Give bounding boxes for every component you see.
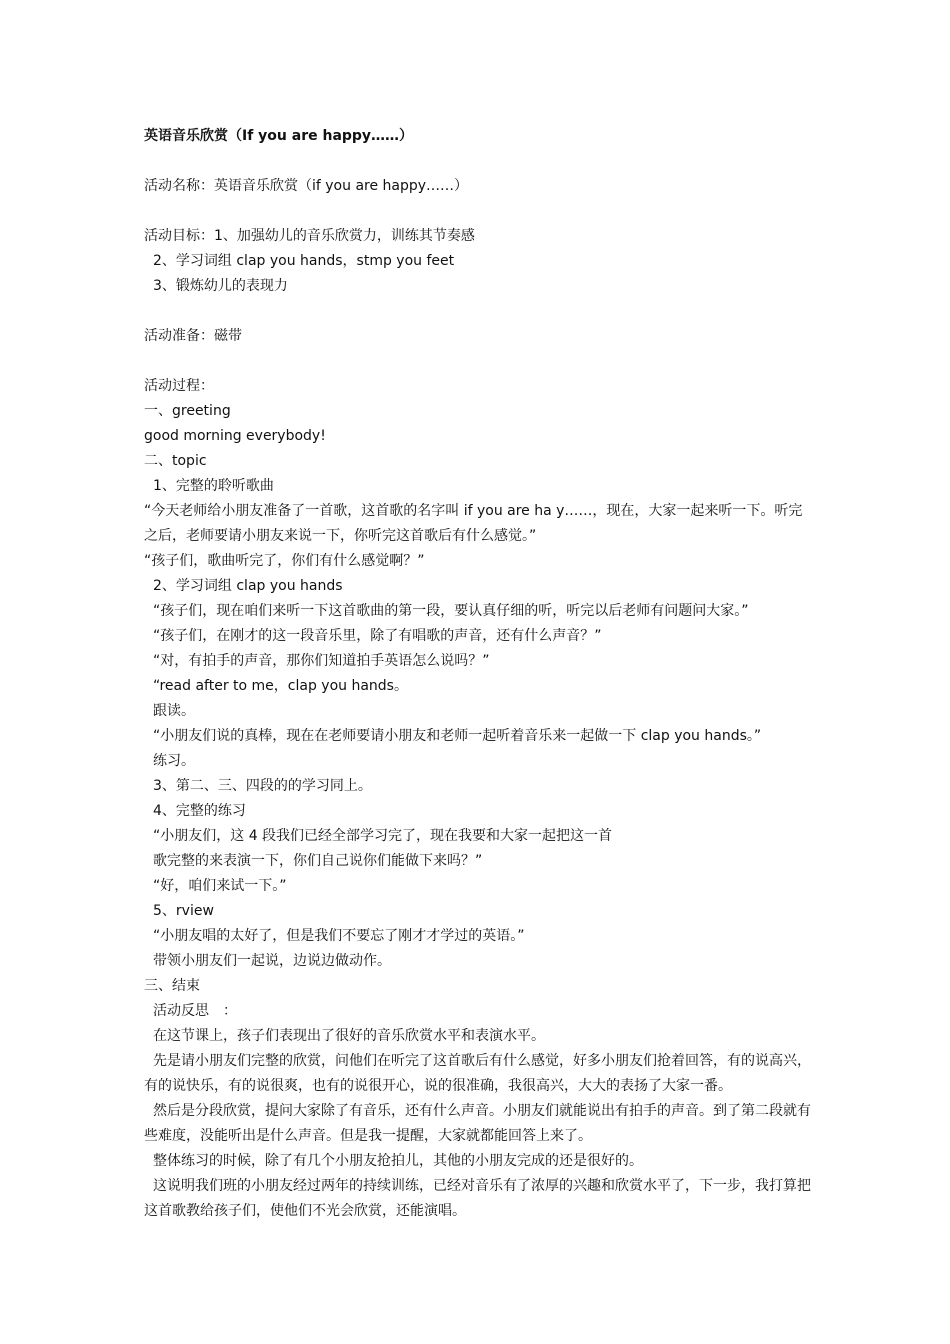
step-1: 1、完整的聆听歌曲 bbox=[153, 478, 274, 494]
teacher-quote: “好，咱们来试一下。” bbox=[153, 878, 287, 894]
spacer bbox=[144, 299, 812, 324]
section-3-heading: 三、结束 bbox=[144, 978, 200, 994]
reflection-paragraph: 在这节课上，孩子们表现出了很好的音乐欣赏水平和表演水平。 bbox=[153, 1028, 545, 1044]
teacher-quote: “孩子们，现在咱们来听一下这首歌曲的第一段，要认真仔细的听，听完以后老师有问题问大家。” bbox=[153, 603, 749, 619]
teacher-quote: “小朋友们，这 4 段我们已经全部学习完了，现在我要和大家一起把这一首 bbox=[153, 828, 613, 844]
reflection-paragraph: 然后是分段欣赏，提问大家除了有音乐，还有什么声音。小朋友们就能说出有拍手的声音。到了第二段就有些难度，没能听出是什么声音。但是我一提醒，大家就都能回答上来了。 bbox=[144, 1103, 811, 1144]
page-title: 英语音乐欣赏（If you are happy……） bbox=[144, 128, 414, 144]
step-3: 3、第二、三、四段的的学习同上。 bbox=[153, 778, 372, 794]
teacher-quote: 歌完整的来表演一下，你们自己说你们能做下来吗？” bbox=[153, 853, 483, 869]
instruction: 跟读。 bbox=[153, 703, 195, 719]
teacher-quote: “小朋友们说的真棒，现在在老师要请小朋友和老师一起听着音乐来一起做一下 clap you hands。” bbox=[153, 728, 762, 744]
reflection-paragraph: 这说明我们班的小朋友经过两年的持续训练，已经对音乐有了浓厚的兴趣和欣赏水平了，下一步，我打算把这首歌教给孩子们，使他们不光会欣赏，还能演唱。 bbox=[144, 1178, 811, 1219]
spacer bbox=[144, 349, 812, 374]
activity-prep: 活动准备：磁带 bbox=[144, 328, 242, 344]
step-5: 5、rview bbox=[153, 903, 214, 919]
reflection-paragraph: 先是请小朋友们完整的欣赏，问他们在听完了这首歌后有什么感觉，好多小朋友们抢着回答，有的说高兴，有的说快乐，有的说很爽，也有的说很开心，说的很准确，我很高兴，大大的表扬了大家一番。 bbox=[144, 1053, 811, 1094]
spacer bbox=[144, 199, 812, 224]
reflection-paragraph: 整体练习的时候，除了有几个小朋友抢拍儿，其他的小朋友完成的还是很好的。 bbox=[153, 1153, 643, 1169]
teacher-quote: “孩子们，在刚才的这一段音乐里，除了有唱歌的声音，还有什么声音？” bbox=[153, 628, 602, 644]
step-2: 2、学习词组 clap you hands bbox=[153, 578, 343, 594]
spacer bbox=[144, 149, 812, 174]
instruction: 带领小朋友们一起说，边说边做动作。 bbox=[153, 953, 391, 969]
goal-2: 2、学习词组 clap you hands，stmp you feet bbox=[153, 253, 455, 269]
section-1-heading: 一、greeting bbox=[144, 403, 231, 419]
reflection-label: 活动反思 ： bbox=[153, 1003, 237, 1019]
section-1-text: good morning everybody! bbox=[144, 428, 326, 444]
goal-3: 3、锻炼幼儿的表现力 bbox=[153, 278, 288, 294]
activity-name: 活动名称：英语音乐欣赏（if you are happy……） bbox=[144, 178, 469, 194]
teacher-quote: “今天老师给小朋友准备了一首歌，这首歌的名字叫 if you are ha y……，现在，大家一起来听一下。听完之后，老师要请小朋友来说一下，你听完这首歌后有什么感觉。” bbox=[144, 503, 803, 544]
goal-1: 活动目标：1、加强幼儿的音乐欣赏力，训练其节奏感 bbox=[144, 228, 475, 244]
teacher-quote: “对，有拍手的声音，那你们知道拍手英语怎么说吗？” bbox=[153, 653, 490, 669]
process-label: 活动过程： bbox=[144, 378, 214, 394]
section-2-heading: 二、topic bbox=[144, 453, 207, 469]
teacher-quote: “read after to me，clap you hands。 bbox=[153, 678, 408, 694]
step-4: 4、完整的练习 bbox=[153, 803, 246, 819]
teacher-quote: “孩子们，歌曲听完了，你们有什么感觉啊？” bbox=[144, 553, 425, 569]
instruction: 练习。 bbox=[153, 753, 195, 769]
teacher-quote: “小朋友唱的太好了，但是我们不要忘了刚才才学过的英语。” bbox=[153, 928, 525, 944]
document-page bbox=[144, 124, 812, 1224]
